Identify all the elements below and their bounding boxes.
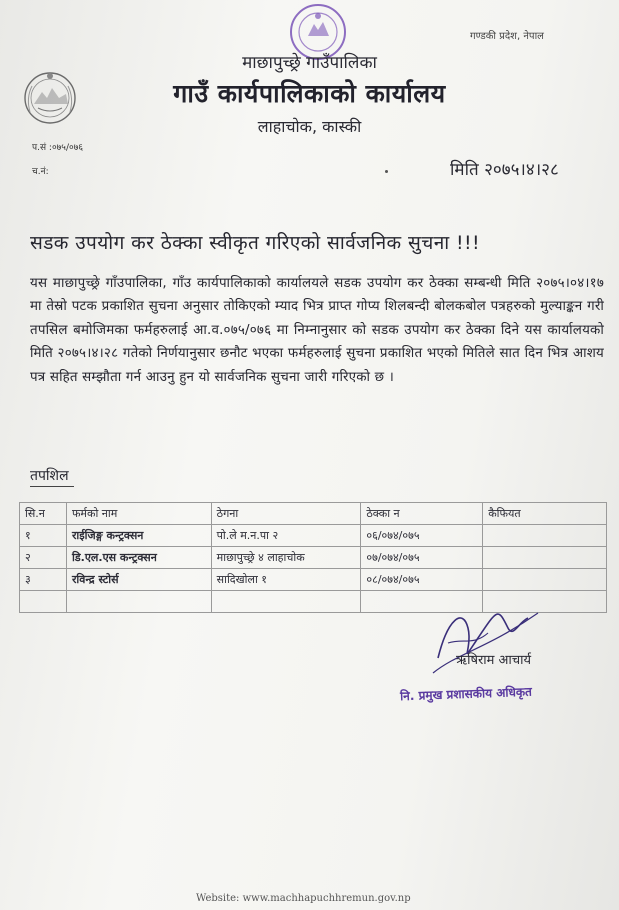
notice-body: यस माछापुच्छ्रे गाँउपालिका, गाँउ कार्यपालिकाको कार्यालयले सडक उपयोग कर ठेक्का सम्बन्धी मिति २०७५।०४।१७ मा तेस्रो पटक प्रकाशित सुचना अनुसार तोकिएको म्याद भित्र प्राप्त गोप्य शिलबन्दी बोलकबोल पत्रहरुको मुल्याङ्कन गरी तपसिल बमोजिमका फर्महरुलाई आ.व.०७५/०७६ मा निम्नानुसार को सडक उपयोग कर ठेक्का दिने यस कार्यालयको मिति २०७५।४।२८ गतेको निर्णयानुसार छनौट भएका फर्महरुलाई सुचना प्रकाशित भएको मितिले सात दिन भित्र आशय पत्र सहित सम्झौता गर्न आउनु हुन यो सार्वजनिक सुचना जारी गरिएको छ ।: [30, 276, 604, 385]
letter-date: मिति २०७५।४।२८: [450, 160, 559, 180]
details-underline: [30, 486, 74, 487]
serial-cell: २: [20, 547, 67, 569]
contract-cell: ०७/०७४/०७५: [361, 547, 483, 569]
reference-number: प.सं :०७५/०७६: [32, 143, 84, 153]
firm-cell: डि.एल.एस कन्ट्रक्सन: [66, 547, 211, 569]
remarks-cell: [483, 525, 607, 547]
signatory-name: ऋषिराम आचार्य: [456, 653, 532, 668]
office-location: लाहाचोक, कास्की: [257, 117, 362, 136]
remarks-cell: [483, 547, 607, 569]
designation-prefix: नि.: [399, 688, 415, 704]
column-header: ठेगना: [211, 503, 361, 525]
office-title: गाउँ कार्यपालिकाको कार्यालय: [173, 79, 446, 108]
province-label: गण्डकी प्रदेश, नेपाल: [470, 31, 544, 42]
firm-cell: राईजिङ्ग कन्ट्रक्सन: [66, 525, 211, 547]
remarks-cell: [483, 569, 607, 591]
dispatch-number: च.नं:: [32, 167, 49, 177]
address-cell: पो.ले म.न.पा २: [211, 525, 361, 547]
municipality-name: माछापुच्छ्रे गाउँपालिका: [242, 53, 377, 73]
column-header: ठेक्का न: [361, 503, 483, 525]
table-row: [20, 525, 607, 547]
ink-dot: [385, 170, 388, 173]
serial-cell: १: [20, 525, 67, 547]
signature-icon: [418, 598, 548, 683]
notice-title: सडक उपयोग कर ठेक्का स्वीकृत गरिएको सार्वजनिक सुचना !!!: [30, 232, 481, 254]
details-heading: तपशिल: [30, 468, 69, 484]
address-cell: सादिखोला १: [211, 569, 361, 591]
table-header-row: [20, 503, 607, 525]
firm-cell: रविन्द्र स्टोर्स: [66, 569, 211, 591]
contract-cell: ०८/०७४/०७५: [361, 569, 483, 591]
column-header: फर्मको नाम: [66, 503, 211, 525]
column-header: कैफियत: [483, 503, 607, 525]
table-row: [20, 547, 607, 569]
table-row: [20, 569, 607, 591]
designation-stamp: प्रमुख प्रशासकीय अधिकृत: [418, 684, 533, 703]
serial-cell: ३: [20, 569, 67, 591]
footer-website: Website: www.machhapuchhremun.gov.np: [196, 893, 411, 904]
contract-cell: ०६/०७४/०७५: [361, 525, 483, 547]
contract-table: [19, 502, 607, 613]
column-header: सि.न: [20, 503, 67, 525]
address-cell: माछापुच्छ्रे ४ लाहाचोक: [211, 547, 361, 569]
